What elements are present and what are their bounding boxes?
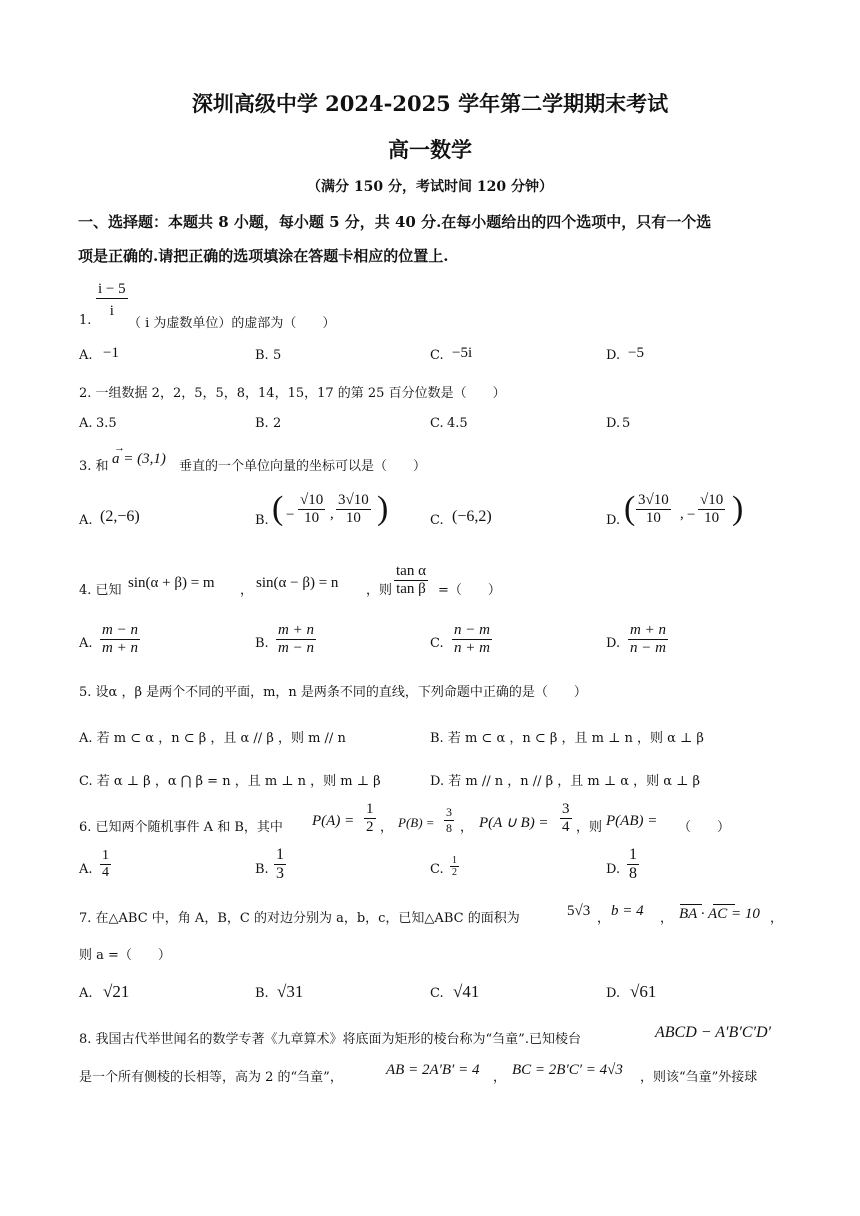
q6-option-d[interactable] <box>627 846 639 883</box>
q5-d-text: 若 m // n ，n // β ，且 m ⊥ α ，则 α ⊥ β <box>448 774 701 789</box>
q4-a-den: m + n <box>102 640 138 656</box>
q6-a-num: 1 <box>102 848 109 863</box>
q3-d-frac1-den: 10 <box>636 509 671 527</box>
q4-d-den: n − m <box>630 640 666 656</box>
q4-b-num: m + n <box>278 622 314 638</box>
q2-option-a[interactable]: 3.5 <box>96 416 117 431</box>
section-heading-line1: 一、选择题：本题共 8 小题，每小题 5 分，共 40 分.在每小题给出的四个选项中，只有一个选 <box>78 213 712 231</box>
q3-d-frac2-num: √10 <box>700 492 724 508</box>
q6-pb-den: 8 <box>446 821 452 835</box>
q6-pb-num: 3 <box>446 805 452 819</box>
q1-number: 1. <box>79 313 92 328</box>
q5-option-d[interactable] <box>430 770 700 789</box>
q3-d-sign2: − <box>687 507 696 523</box>
q6-option-b-label: B. <box>255 862 269 877</box>
q3-d-comma: , <box>680 506 684 522</box>
q7-option-c-label: C. <box>430 986 444 1001</box>
q7-ba-bar <box>680 904 702 905</box>
q2-option-d[interactable]: 5 <box>622 416 631 431</box>
q5-a-label: A. <box>79 731 93 746</box>
q1-option-a-label: A. <box>79 348 93 363</box>
q1-option-c[interactable]: −5i <box>452 345 473 361</box>
q4-frac-den: tan β <box>394 580 428 598</box>
q8-line2: 是一个所有侧棱的长相等，高为 2 的“刍童”， <box>79 1070 343 1085</box>
q7-b: b = 4 <box>611 903 644 919</box>
q5-a-text: 若 m ⊂ α ，n ⊂ β ，且 α // β ，则 m // n <box>96 731 346 746</box>
q7-line1: 7. 在△ABC 中，角 A，B，C 的对边分别为 a，b，c，已知△ABC 的面积为 <box>79 911 520 926</box>
q2-text: 2. 一组数据 2，2，5，5，8，14，15，17 的第 25 百分位数是（ ） <box>79 386 506 401</box>
q1-option-b-label: B. <box>255 348 269 363</box>
q4-option-d-label: D. <box>606 636 621 651</box>
q3-vector <box>112 442 166 468</box>
q3-d-frac1 <box>636 492 671 527</box>
q3-b-frac2-num: 3√10 <box>338 492 369 508</box>
exam-title: 深圳高级中学 2024-2025 学年第二学期期末考试 <box>191 91 669 116</box>
q7-option-c[interactable]: √41 <box>453 982 480 1001</box>
q6-c-num: 1 <box>452 855 457 866</box>
q1-option-b[interactable]: 5 <box>273 348 282 363</box>
q2-option-c[interactable]: 4.5 <box>447 416 468 431</box>
q6-d-num: 1 <box>629 846 637 863</box>
q3-option-b-label: B. <box>255 513 269 528</box>
q6-pab-num: 3 <box>562 801 570 817</box>
q6-pab: P(A ∪ B) = <box>479 815 549 831</box>
q4-fraction <box>394 563 428 598</box>
q3-b-comma: , <box>330 506 334 522</box>
q1-text: （ i 为虚数单位）的虚部为（ ） <box>128 316 336 331</box>
q4-c-num: n − m <box>454 622 490 638</box>
q2-option-b[interactable]: 2 <box>273 416 282 431</box>
q3-option-a[interactable]: (2,−6) <box>100 508 140 525</box>
q2-option-c-label: C. <box>430 416 444 431</box>
q2-option-d-label: D. <box>606 416 621 431</box>
q4-d-num: m + n <box>630 622 666 638</box>
q6-d-den: 8 <box>629 865 637 882</box>
q7-option-a[interactable]: √21 <box>103 982 130 1001</box>
q5-option-a[interactable] <box>79 727 346 746</box>
q1-option-c-label: C. <box>430 348 444 363</box>
q6-pa-den: 2 <box>366 819 374 835</box>
q3-option-d-label: D. <box>606 513 621 528</box>
q5-b-label: B. <box>430 731 444 746</box>
q4-option-d[interactable] <box>628 622 668 657</box>
q3-b-frac1-den: 10 <box>298 509 325 527</box>
q2-option-a-label: A. <box>79 416 93 431</box>
q6-pb-frac <box>444 805 454 836</box>
q6-option-c[interactable] <box>450 855 459 878</box>
q3-suffix: 垂直的一个单位向量的坐标可以是（ ） <box>179 459 427 474</box>
q6-pab2: P(AB) = <box>606 813 658 829</box>
section-heading-line2: 项是正确的.请把正确的选项填涂在答题卡相应的位置上. <box>78 247 449 265</box>
q6-a-den: 4 <box>102 865 109 880</box>
q8-line1: 8. 我国古代举世闻名的数学专著《九章算术》将底面为矩形的棱台称为“刍童”.已知棱台 <box>79 1032 581 1047</box>
subject-title: 高一数学 <box>388 137 472 162</box>
q8-bc: BC = 2B′C′ = 4√3 <box>512 1062 623 1078</box>
q4-b-den: m − n <box>278 640 314 656</box>
q3-d-frac2-den: 10 <box>698 509 725 527</box>
q6-pa-num: 1 <box>366 801 374 817</box>
q5-c-text: 若 α ⊥ β ，α ⋂ β = n ，且 m ⊥ n ，则 m ⊥ β <box>96 774 381 789</box>
q5-d-label: D. <box>430 774 445 789</box>
q6-comma2: ， <box>460 820 474 835</box>
q6-option-d-label: D. <box>606 862 621 877</box>
q6-b-num: 1 <box>276 846 284 863</box>
q4-option-c-label: C. <box>430 636 444 651</box>
q7-option-d-label: D. <box>606 986 621 1001</box>
q4-option-a-label: A. <box>79 636 93 651</box>
q2-option-b-label: B. <box>255 416 269 431</box>
q8-comma: ， <box>493 1070 507 1085</box>
q7-option-d[interactable]: √61 <box>630 982 657 1001</box>
q3-b-frac1-num: √10 <box>300 492 324 508</box>
q3-b-frac2 <box>336 492 371 527</box>
q1-fraction <box>96 281 128 320</box>
q1-frac-den: i <box>109 303 114 319</box>
q3-b-lparen: ( <box>272 490 284 527</box>
q3-b-sign1: − <box>286 507 295 523</box>
q1-option-a[interactable]: −1 <box>103 345 119 361</box>
q4-math2: sin(α − β) = n <box>256 575 339 591</box>
q7-dot-product <box>679 903 760 923</box>
q4-prefix: 4. 已知 <box>79 583 122 598</box>
q1-option-d-label: D. <box>606 348 621 363</box>
q3-b-frac2-den: 10 <box>336 509 371 527</box>
q7-option-b[interactable]: √31 <box>277 982 304 1001</box>
q3-b-rparen: ) <box>377 490 389 527</box>
q3-b-frac1 <box>298 492 325 527</box>
q6-pa-frac <box>364 801 376 836</box>
q7-comma2: ， <box>660 911 674 926</box>
q5-text: 5. 设α ，β 是两个不同的平面，m，n 是两条不同的直线，下列命题中正确的是（ ） <box>79 685 587 700</box>
q5-b-text: 若 m ⊂ α ，n ⊂ β ，且 m ⊥ n ，则 α ⊥ β <box>447 731 704 746</box>
q6-option-b[interactable] <box>274 846 286 883</box>
q4-math1: sin(α + β) = m <box>128 575 215 591</box>
q5-option-b[interactable] <box>430 727 704 746</box>
q5-c-label: C. <box>79 774 93 789</box>
q7-option-b-label: B. <box>255 986 269 1001</box>
q6-option-a[interactable] <box>100 848 111 881</box>
q4-eq: =（ ） <box>438 583 501 598</box>
q6-end: （ ） <box>678 820 731 835</box>
q3-vector-math: a = (3,1) <box>112 451 166 467</box>
q4-option-b-label: B. <box>255 636 269 651</box>
q6-c-den: 2 <box>452 867 457 878</box>
q6-pa: P(A) = <box>312 813 355 829</box>
q7-option-a-label: A. <box>79 986 93 1001</box>
q6-option-a-label: A. <box>79 862 93 877</box>
q6-pab-frac <box>560 801 572 836</box>
q4-option-c[interactable] <box>452 622 492 657</box>
q7-area: 5√3 <box>567 903 591 919</box>
q1-option-d[interactable]: −5 <box>628 345 644 361</box>
q6-b-den: 3 <box>276 865 284 882</box>
q4-frac-num: tan α <box>396 563 426 579</box>
q3-d-frac2 <box>698 492 725 527</box>
q3-option-d[interactable] <box>624 488 744 544</box>
q7-dot-expr: BA · AC = 10 <box>679 906 760 922</box>
q4-option-b[interactable] <box>276 622 316 657</box>
q5-option-c[interactable] <box>79 770 381 789</box>
q3-prefix: 3. 和 <box>79 459 109 474</box>
q6-ask: ，则 <box>576 820 603 835</box>
q3-option-c[interactable]: (−6,2) <box>452 508 492 525</box>
q3-d-frac1-num: 3√10 <box>638 492 669 508</box>
q8-line2-end: ，则该“刍童”外接球 <box>640 1070 758 1085</box>
q3-option-b[interactable] <box>272 488 388 544</box>
q4-c-den: n + m <box>454 640 490 656</box>
q3-option-c-label: C. <box>430 513 444 528</box>
q8-ab: AB = 2A′B′ = 4 <box>386 1062 480 1078</box>
q7-line2: 则 a =（ ） <box>79 948 171 963</box>
exam-info: （满分 150 分，考试时间 120 分钟） <box>307 179 553 195</box>
q4-sep: ， <box>240 583 254 598</box>
q6-option-c-label: C. <box>430 862 444 877</box>
q6-pab-den: 4 <box>562 819 570 835</box>
q6-comma1: ， <box>380 820 394 835</box>
q4-then: ，则 <box>366 583 393 598</box>
q8-line1-math: ABCD − A′B′C′D′ <box>655 1024 772 1041</box>
q4-a-num: m − n <box>102 622 138 638</box>
q4-option-a[interactable] <box>100 622 140 657</box>
q3-d-lparen: ( <box>624 490 636 527</box>
q3-d-rparen: ) <box>732 490 744 527</box>
q7-comma1: ， <box>597 911 611 926</box>
q3-option-a-label: A. <box>79 513 93 528</box>
q1-frac-num: i − 5 <box>98 281 126 297</box>
q6-prefix: 6. 已知两个随机事件 A 和 B，其中 <box>79 820 283 835</box>
q7-comma3: ， <box>770 911 784 926</box>
q3-vector-arrow: → <box>114 442 125 454</box>
q6-pb: P(B) = <box>398 815 435 830</box>
q7-ac-bar <box>713 904 735 905</box>
